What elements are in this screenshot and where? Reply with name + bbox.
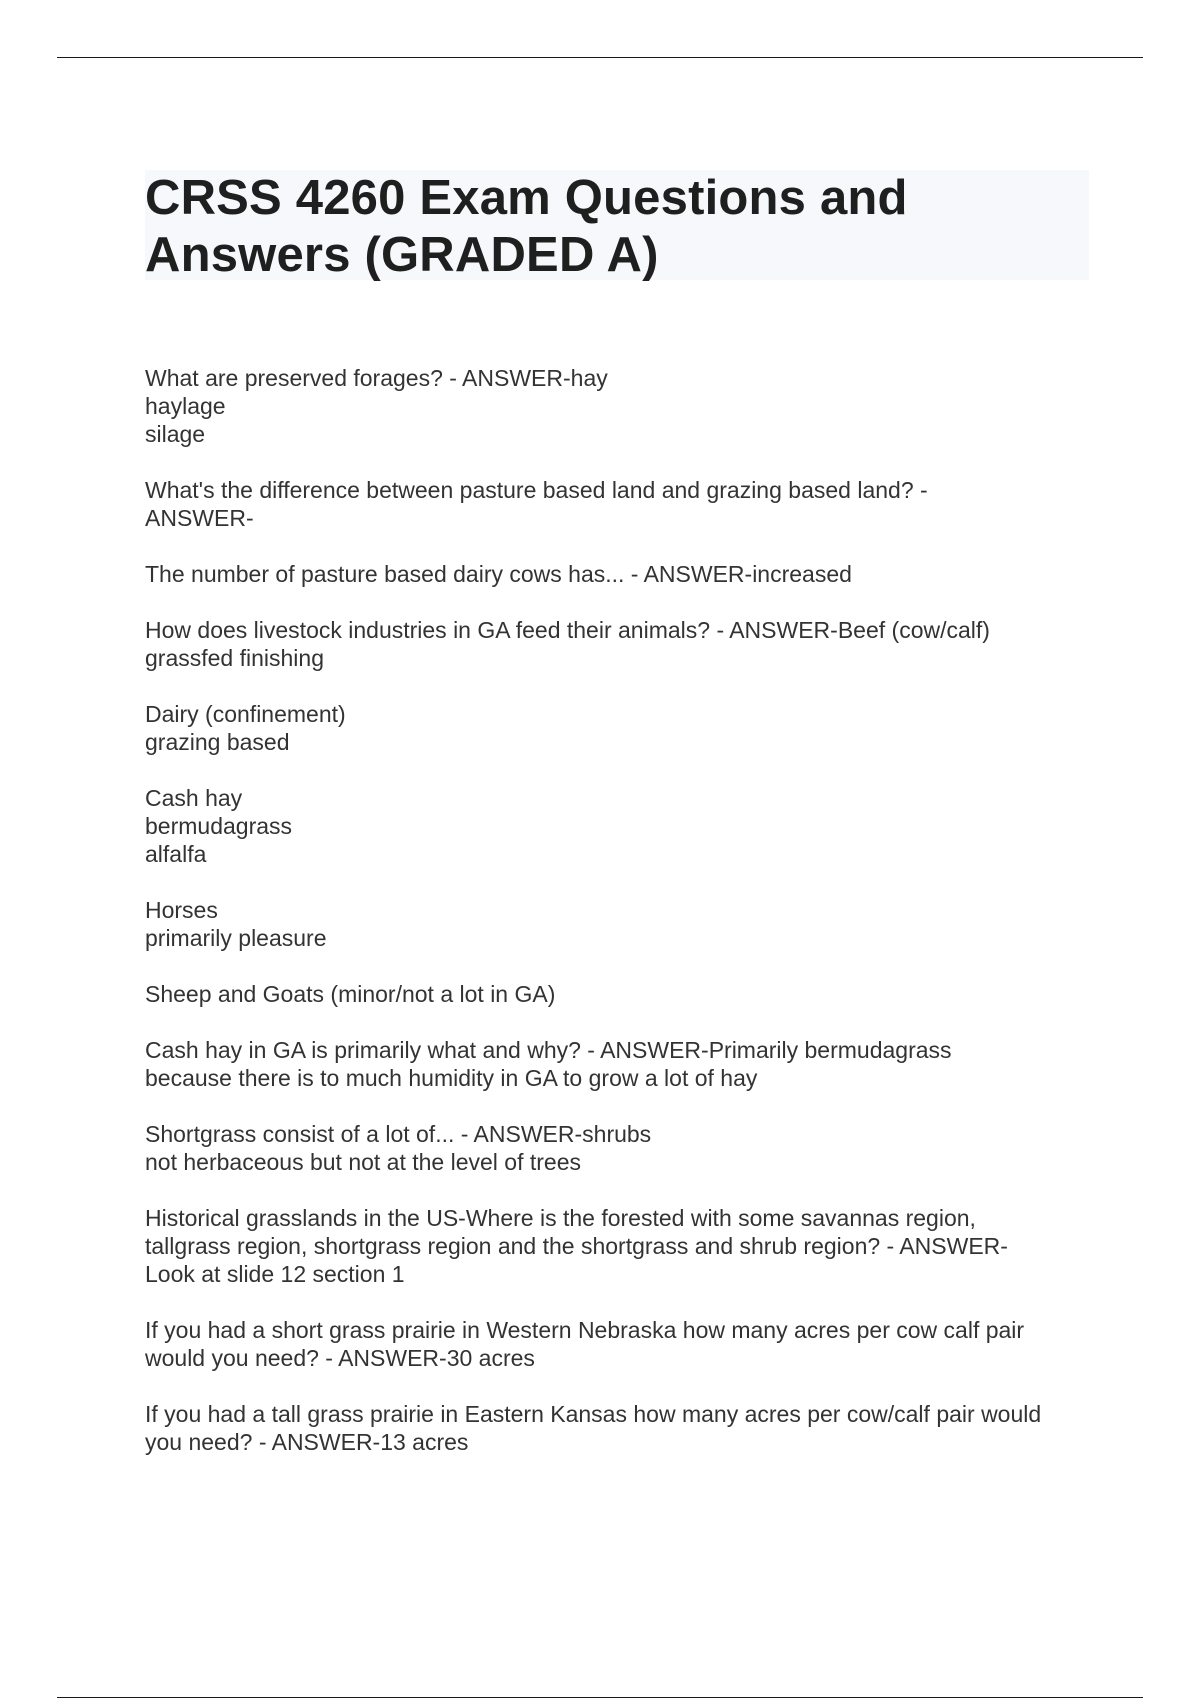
qa-line: silage [145,421,206,447]
qa-block [145,616,1095,672]
qa-line: What's the difference between pasture based land and grazing based land? - [145,477,928,503]
qa-line: Historical grasslands in the US-Where is the forested with some savannas region, [145,1205,976,1231]
qa-line: grassfed finishing [145,645,324,671]
qa-block [145,784,1095,868]
bottom-rule [57,1697,1143,1698]
title-block [145,170,1089,280]
qa-block [145,476,1095,532]
qa-block [145,1400,1095,1456]
qa-block [145,364,1095,448]
qa-line: would you need? - ANSWER-30 acres [145,1345,535,1371]
qa-line: primarily pleasure [145,925,327,951]
qa-line: If you had a tall grass prairie in Eastern Kansas how many acres per cow/calf pair would [145,1401,1042,1427]
qa-block [145,980,1095,1008]
qa-line: How does livestock industries in GA feed their animals? - ANSWER-Beef (cow/calf) [145,617,990,643]
qa-line: What are preserved forages? - ANSWER-hay [145,365,608,391]
qa-line: Cash hay [145,785,243,811]
qa-list [145,364,1095,1484]
qa-block [145,1204,1095,1288]
qa-line: Cash hay in GA is primarily what and why? - ANSWER-Primarily bermudagrass [145,1037,952,1063]
qa-line: Sheep and Goats (minor/not a lot in GA) [145,981,556,1007]
qa-line: haylage [145,393,226,419]
qa-line: Look at slide 12 section 1 [145,1261,405,1287]
qa-block [145,896,1095,952]
document-title: CRSS 4260 Exam Questions and Answers (GRADED A) [145,171,908,282]
qa-block [145,1316,1095,1372]
qa-line: The number of pasture based dairy cows has... - ANSWER-increased [145,561,852,587]
qa-block [145,560,1095,588]
qa-line: bermudagrass [145,813,293,839]
qa-line: grazing based [145,729,290,755]
qa-line: ANSWER- [145,505,254,531]
qa-line: you need? - ANSWER-13 acres [145,1429,469,1455]
qa-block [145,1036,1095,1092]
qa-line: Horses [145,897,218,923]
qa-line: alfalfa [145,841,207,867]
qa-line: Dairy (confinement) [145,701,346,727]
qa-line: If you had a short grass prairie in Western Nebraska how many acres per cow calf pair [145,1317,1025,1343]
qa-block [145,700,1095,756]
top-rule [57,57,1143,58]
qa-line: because there is to much humidity in GA to grow a lot of hay [145,1065,758,1091]
qa-block [145,1120,1095,1176]
qa-line: Shortgrass consist of a lot of... - ANSWER-shrubs [145,1121,652,1147]
qa-line: not herbaceous but not at the level of trees [145,1149,582,1175]
qa-line: tallgrass region, shortgrass region and the shortgrass and shrub region? - ANSWER- [145,1233,1008,1259]
